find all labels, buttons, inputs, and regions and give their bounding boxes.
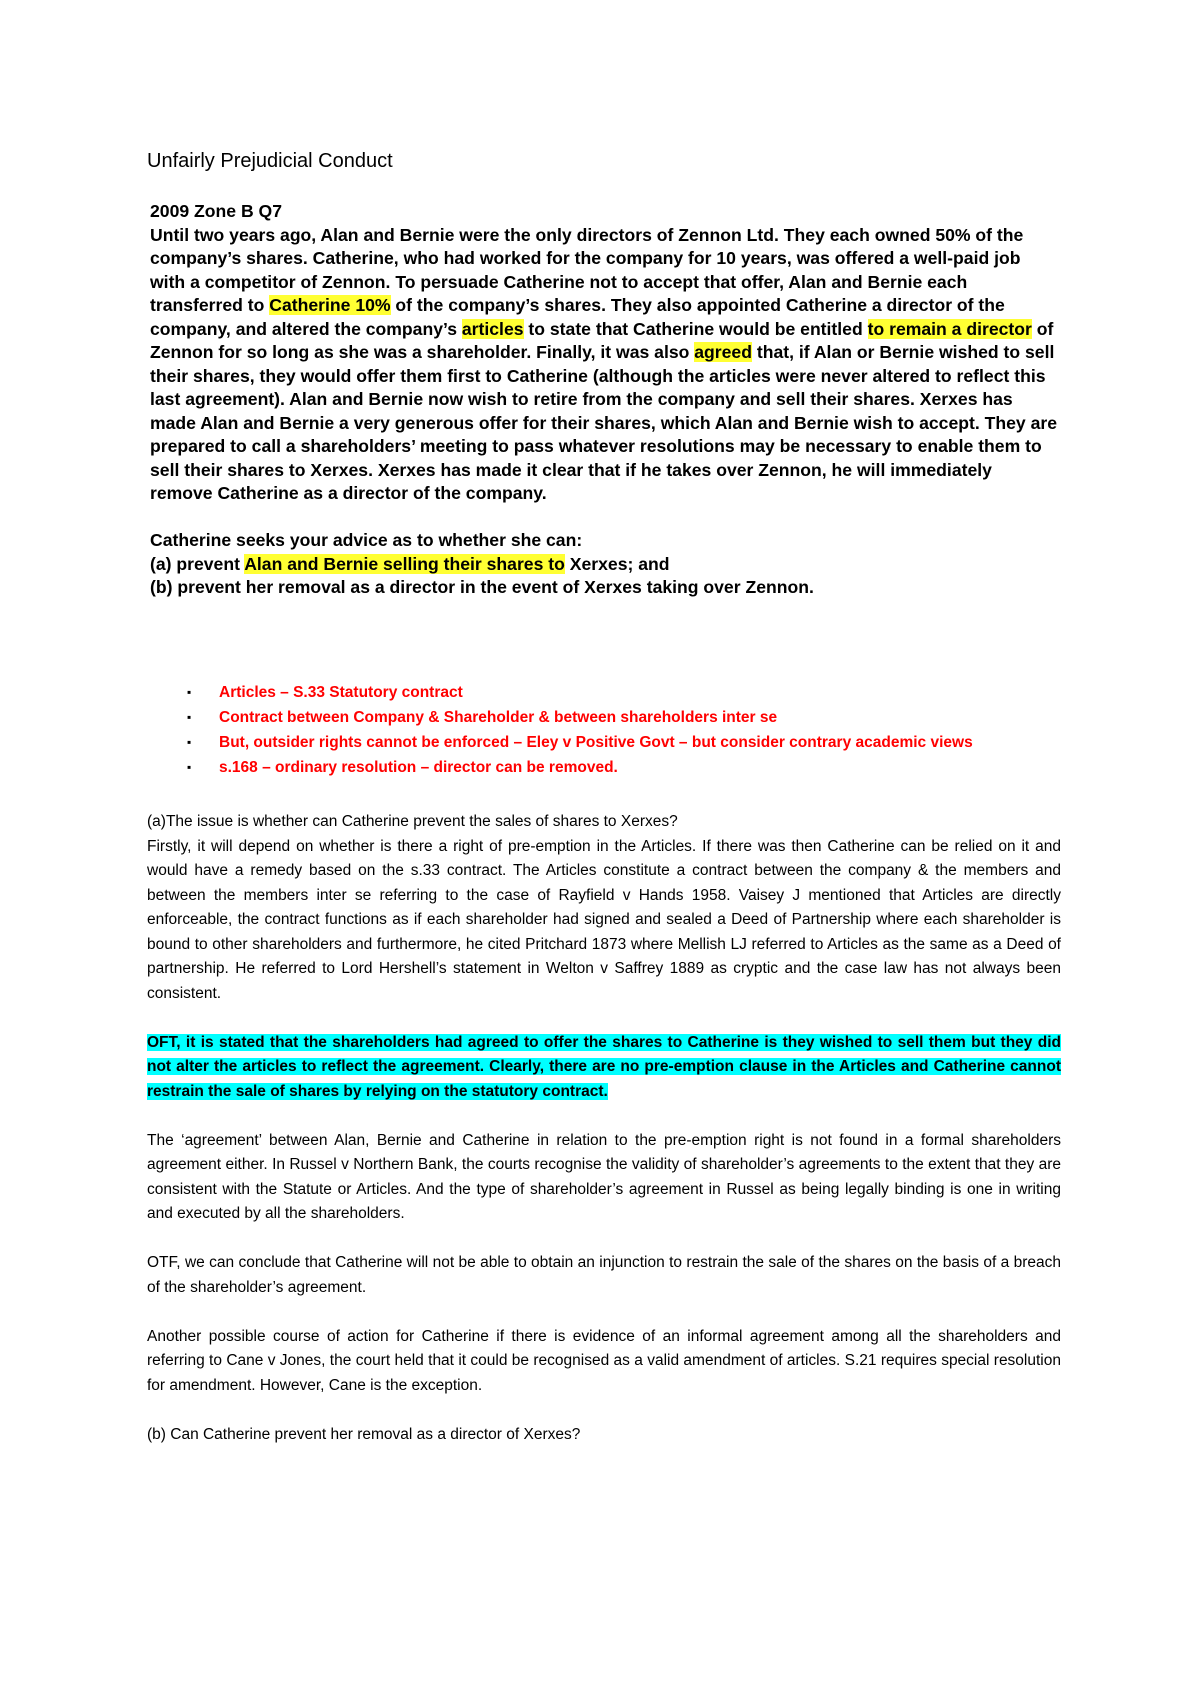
key-point: ▪ Articles – S.33 Statutory contract bbox=[187, 680, 1067, 705]
highlight-oft: OFT, it is stated that the shareholders had agreed to offer the shares to Catherine is they wished to sell them but they did not alter the articles to reflect the agreement. Clearly, there are no pre-emption clause in the Articles and Catherine cannot restrain the sale of shares by relying on the statutory contract. bbox=[147, 1033, 1061, 1100]
highlight-selling-shares: Alan and Bernie selling their shares to bbox=[244, 553, 565, 574]
part-a-prefix: (a) prevent bbox=[150, 553, 245, 574]
scenario-text: that, if Alan or Bernie wished to sell their shares, they would offer them first to Catherine (although the articles were never altered to reflect this last agreement). Alan and Bernie now wish to retire from the company and sell their shares. Xerxes has made Alan and Bernie a very generous offer for their shares, which Alan and Bernie wish to accept. They are prepared to call a shareholders’ meeting to pass whatever resolutions may be necessary to enable them to sell their shares to Xerxes. Xerxes has made it clear that if he takes over Zennon, he will immediately remove Catherine as a director of the company. bbox=[150, 342, 1057, 503]
question-ask: Catherine seeks your advice as to whether she can: bbox=[150, 530, 583, 550]
part-a-analysis: Firstly, it will depend on whether is there a right of pre-emption in the Articles. If there was then Catherine can be relied on it and would have a remedy based on the s.33 contract. The Articles constitute a contract between the company & the members and between the members inter se referring to the case of Rayfield v Hands 1958. Vaisey J mentioned that Articles are directly enforceable, the contract functions as if each shareholder had signed and sealed a Deed of Partnership where each shareholder is bound to other shareholders and furthermore, he cited Pritchard 1873 where Mellish LJ referred to Articles as the same as a Deed of partnership. He referred to Lord Hershell’s statement in Welton v Saffrey 1889 as cryptic and the case law has not always been consistent. bbox=[147, 837, 1061, 1002]
highlight-catherine-shares: Catherine 10% bbox=[269, 295, 391, 315]
highlight-agreed: agreed bbox=[694, 342, 752, 362]
scenario-text: to state that Catherine would be entitled bbox=[523, 318, 868, 339]
key-point: ▪ s.168 – ordinary resolution – director can be removed. bbox=[187, 755, 1067, 780]
exam-question bbox=[150, 200, 1058, 600]
key-point: ▪ Contract between Company & Shareholder & between shareholders inter se bbox=[187, 705, 1067, 730]
highlight-articles: articles bbox=[461, 318, 524, 339]
answer-another-paragraph: Another possible course of action for Catherine if there is evidence of an informal agreement among all the shareholders and referring to Cane v Jones, the court held that it could be recognised as a valid amendment of articles. S.21 requires special resolution for amendment. However, Cane is the exception. bbox=[147, 1327, 1061, 1394]
question-part-b: (b) prevent her removal as a director in the event of Xerxes taking over Zennon. bbox=[150, 577, 814, 597]
answer-part-a bbox=[147, 810, 1061, 1006]
key-points-list bbox=[187, 680, 1067, 780]
answer-agreement-paragraph: The ‘agreement’ between Alan, Bernie and Catherine in relation to the pre-emption right is not found in a formal shareholders agreement either. In Russel v Northern Bank, the courts recognise the validity of shareholder’s agreements to the extent that they are consistent with the Statute or Articles. And the type of shareholder’s agreement in Russel as being legally binding is one in writing and executed by all the shareholders. bbox=[147, 1131, 1061, 1222]
part-a-issue: (a)The issue is whether can Catherine prevent the sales of shares to Xerxes? bbox=[147, 813, 678, 830]
highlight-remain-director: to remain a director bbox=[867, 318, 1032, 339]
answer-body bbox=[147, 810, 1061, 1472]
scenario-text: of Zennon for so long as she was a shareholder. Finally, it was also bbox=[150, 318, 1054, 362]
document-title: Unfairly Prejudicial Conduct bbox=[147, 150, 393, 172]
scenario-text: Until two years ago, Alan and Bernie were the only directors of Zennon Ltd. They each owned 50% of the company’s shares. Catherine, who had worked for the company for 10 years, was offered a well-paid job with a competitor of Zennon. To persuade Catherine not to accept that offer, Alan and Bernie each transferred to bbox=[150, 224, 1024, 315]
paragraph-gap bbox=[150, 506, 1058, 530]
scenario-text: of the company’s shares. They also appointed Catherine a director of the company, and altered the company’s bbox=[150, 295, 1005, 339]
answer-otf-paragraph: OTF, we can conclude that Catherine will not be able to obtain an injunction to restrain the sale of the shares on the basis of a breach of the shareholder’s agreement. bbox=[147, 1254, 1061, 1296]
question-heading: 2009 Zone B Q7 bbox=[150, 201, 283, 221]
question-part-a bbox=[150, 553, 1058, 577]
answer-part-b-issue: (b) Can Catherine prevent her removal as a director of Xerxes? bbox=[147, 1425, 581, 1443]
part-a-suffix: Xerxes; and bbox=[564, 553, 670, 574]
answer-oft-paragraph bbox=[147, 1031, 1061, 1105]
question-scenario bbox=[150, 224, 1058, 506]
key-point: ▪ But, outsider rights cannot be enforced – Eley v Positive Govt – but consider contrary academic views bbox=[187, 730, 1067, 755]
